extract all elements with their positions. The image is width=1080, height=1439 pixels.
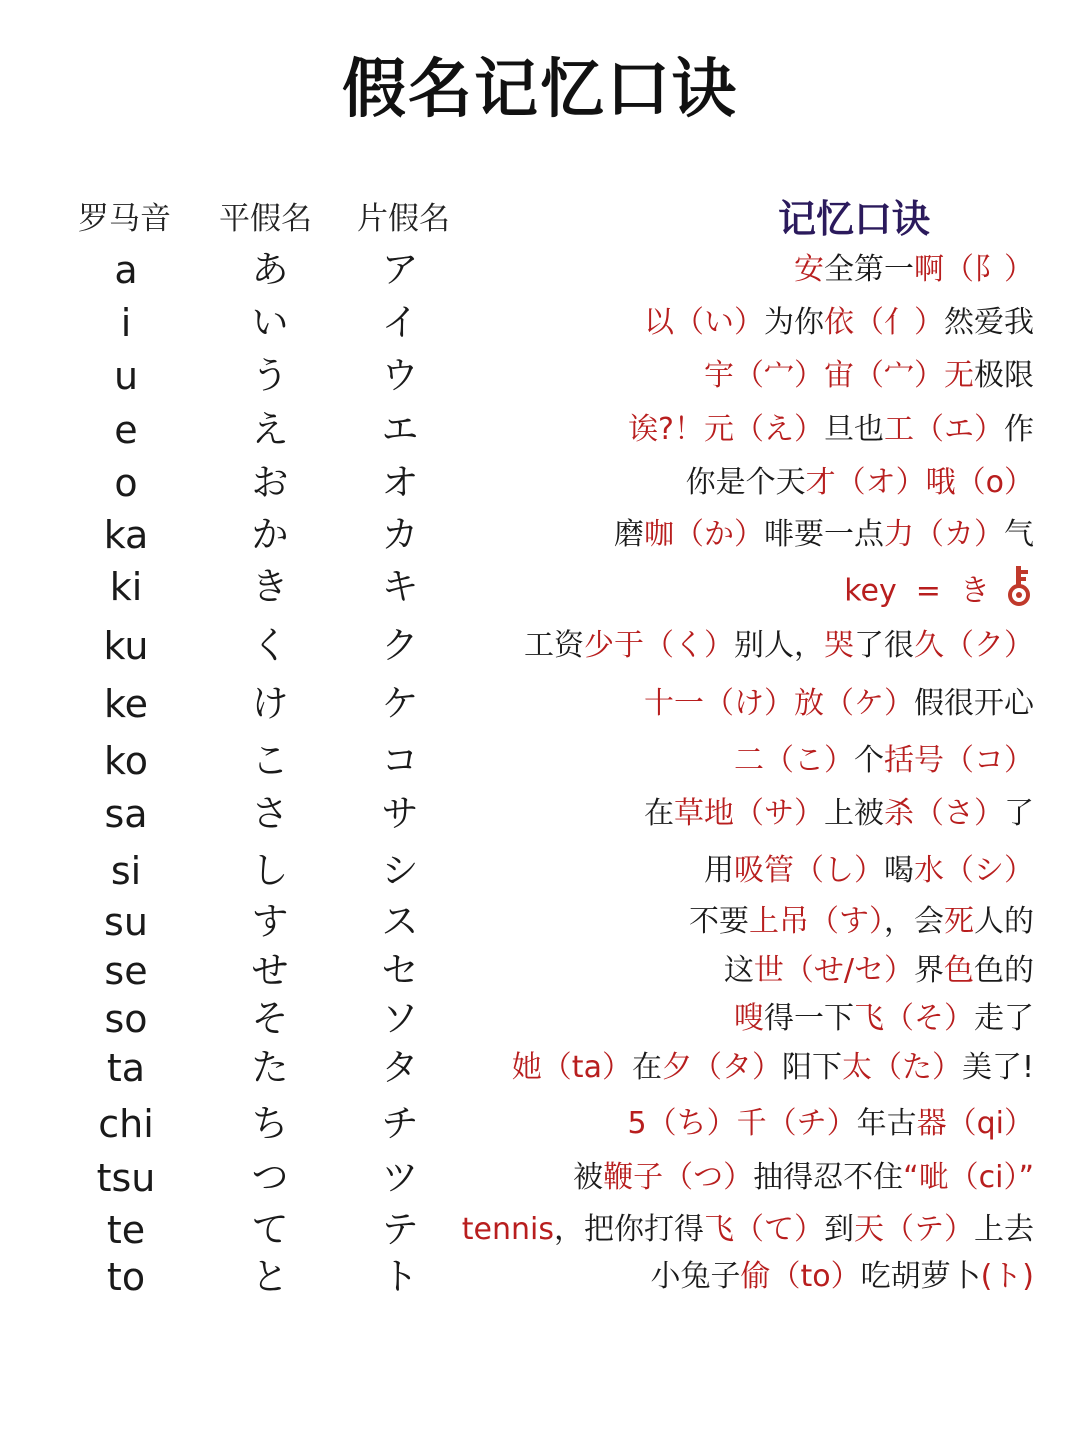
hiragana-cell: け <box>251 682 289 725</box>
table-row <box>0 298 1080 348</box>
mnemonic-text: 别人， <box>734 628 824 663</box>
katakana-cell: ク <box>381 624 419 667</box>
romaji-cell: si <box>110 849 142 893</box>
mnemonic-text: 走了 <box>974 1001 1034 1036</box>
mnemonic-highlight: 咖（か） <box>644 517 764 552</box>
romaji-cell: ta <box>106 1046 146 1090</box>
mnemonic-text: 阳下 <box>781 1050 842 1085</box>
mnemonic-cell <box>414 562 1034 622</box>
mnemonic-text: 个 <box>854 743 884 778</box>
table-row <box>0 679 1080 729</box>
mnemonic-text: 啡要一点 <box>764 517 884 552</box>
mnemonic-highlight: 少于（く） <box>584 628 734 663</box>
mnemonic-text: 全第一 <box>824 252 914 287</box>
page-title: 假名记忆口诀 <box>342 53 738 127</box>
mnemonic-cell <box>414 994 1034 1044</box>
mnemonic-text: 了很 <box>854 628 914 663</box>
mnemonic-highlight: 吸管（し） <box>734 853 884 888</box>
hiragana-cell: お <box>251 461 289 504</box>
mnemonic-cell <box>414 1043 1034 1093</box>
mnemonic-cell <box>414 458 1034 508</box>
mnemonic-cell <box>414 405 1034 455</box>
mnemonic-cell <box>414 1099 1034 1149</box>
mnemonic-highlight: 力（カ） <box>884 517 1004 552</box>
hiragana-cell: せ <box>251 949 289 992</box>
hiragana-cell: き <box>251 565 289 608</box>
mnemonic-highlight: 十一（け）放（ケ） <box>644 686 914 721</box>
mnemonic-highlight: 世（せ/セ） <box>753 953 914 988</box>
mnemonic-text: 工资 <box>524 628 584 663</box>
mnemonic-highlight: 她（ta） <box>511 1050 632 1085</box>
katakana-cell: オ <box>381 461 419 504</box>
mnemonic-highlight: 色 <box>944 953 974 988</box>
katakana-cell: サ <box>381 792 419 835</box>
mnemonic-text: 得一下 <box>764 1001 854 1036</box>
mnemonic-cell <box>414 510 1034 560</box>
romaji-cell: a <box>114 248 138 292</box>
mnemonic-text: 假很开心 <box>914 686 1034 721</box>
mnemonic-cell <box>414 946 1034 996</box>
hiragana-cell: し <box>251 849 289 892</box>
romaji-cell: ki <box>109 565 143 609</box>
mnemonic-highlight: 以（い） <box>644 305 764 340</box>
header-mnemonic: 记忆口诀 <box>778 197 931 241</box>
katakana-cell: ウ <box>381 354 419 397</box>
table-row <box>0 405 1080 455</box>
mnemonic-highlight: 飞（て） <box>704 1212 824 1247</box>
mnemonic-text: 你是个天 <box>685 465 806 500</box>
hiragana-cell: た <box>251 1046 289 1089</box>
mnemonic-highlight: 5（ち）千（チ） <box>627 1106 857 1141</box>
table-row <box>0 736 1080 786</box>
hiragana-cell: ち <box>251 1102 289 1145</box>
mnemonic-text: ，会 <box>884 904 944 939</box>
hiragana-cell: と <box>251 1255 289 1298</box>
table-row <box>0 1099 1080 1149</box>
hiragana-cell: そ <box>251 997 289 1040</box>
mnemonic-highlight: 水（シ） <box>914 853 1034 888</box>
mnemonic-text: 色的 <box>974 953 1034 988</box>
mnemonic-text: 作 <box>1004 412 1034 447</box>
katakana-cell: ス <box>381 900 419 943</box>
romaji-cell: to <box>106 1255 146 1299</box>
key-icon <box>1004 562 1034 622</box>
hiragana-cell: さ <box>251 792 289 835</box>
katakana-cell: ケ <box>381 682 419 725</box>
mnemonic-text: 不要 <box>689 904 749 939</box>
table-row <box>0 458 1080 508</box>
mnemonic-highlight: 括号（コ） <box>884 743 1034 778</box>
romaji-cell: ko <box>104 739 148 783</box>
romaji-cell: tsu <box>96 1156 156 1200</box>
table-row <box>0 351 1080 401</box>
mnemonic-text: 旦也 <box>824 412 884 447</box>
mnemonic-cell <box>414 897 1034 947</box>
table-row <box>0 1205 1080 1255</box>
mnemonic-highlight: tennis <box>461 1212 554 1247</box>
table-row <box>0 510 1080 560</box>
header-hiragana: 平假名 <box>219 201 312 237</box>
mnemonic-highlight: 哭 <box>824 628 854 663</box>
mnemonic-text: 人的 <box>974 904 1034 939</box>
katakana-cell: イ <box>381 301 419 344</box>
katakana-cell: セ <box>381 949 419 992</box>
hiragana-cell: つ <box>251 1156 289 1199</box>
mnemonic-text: 在 <box>644 796 674 831</box>
mnemonic-text: 喝 <box>884 853 914 888</box>
mnemonic-text: 吃胡萝卜 <box>860 1259 981 1294</box>
mnemonic-text: 磨 <box>614 517 644 552</box>
table-row <box>0 789 1080 839</box>
mnemonic-highlight: 啊（阝） <box>914 252 1034 287</box>
romaji-cell: chi <box>98 1102 154 1146</box>
katakana-cell: カ <box>381 513 419 556</box>
mnemonic-text: 抽得忍不住 <box>753 1160 904 1195</box>
table-row <box>0 621 1080 671</box>
mnemonic-text: 为你 <box>764 305 824 340</box>
mnemonic-text: 用 <box>704 853 734 888</box>
mnemonic-text: 小兔子 <box>650 1259 741 1294</box>
romaji-cell: su <box>104 900 148 944</box>
mnemonic-highlight: 上吊（す） <box>749 904 884 939</box>
table-row <box>0 846 1080 896</box>
mnemonic-cell <box>414 351 1034 401</box>
hiragana-cell: て <box>251 1208 289 1251</box>
mnemonic-cell <box>414 789 1034 839</box>
mnemonic-cell <box>414 245 1034 295</box>
mnemonic-highlight: 依（亻） <box>824 305 944 340</box>
katakana-cell: ソ <box>381 997 419 1040</box>
table-row <box>0 946 1080 996</box>
mnemonic-cell <box>414 298 1034 348</box>
mnemonic-highlight: 器（qi） <box>916 1106 1034 1141</box>
mnemonic-highlight: 安 <box>794 252 824 287</box>
mnemonic-highlight: 鞭子（つ） <box>603 1160 754 1195</box>
mnemonic-cell <box>414 1205 1034 1255</box>
katakana-cell: タ <box>381 1046 419 1089</box>
mnemonic-highlight: 太（た） <box>841 1050 962 1085</box>
mnemonic-highlight: 天（テ） <box>854 1212 974 1247</box>
mnemonic-text: 气 <box>1004 517 1034 552</box>
mnemonic-highlight: 杀（さ） <box>884 796 1004 831</box>
mnemonic-highlight: (ト) <box>980 1259 1034 1294</box>
mnemonic-highlight: 飞（そ） <box>854 1001 974 1036</box>
mnemonic-highlight: 夕（タ） <box>661 1050 782 1085</box>
romaji-cell: ku <box>103 624 149 668</box>
mnemonic-text: 这 <box>723 953 754 988</box>
mnemonic-cell <box>414 1252 1034 1302</box>
romaji-cell: te <box>106 1208 146 1252</box>
mnemonic-highlight: 草地（サ） <box>674 796 824 831</box>
mnemonic-highlight: 二（こ） <box>734 743 854 778</box>
katakana-cell: エ <box>381 408 419 451</box>
mnemonic-highlight: 宇（宀）宙（宀）无 <box>704 358 974 393</box>
mnemonic-highlight: 死 <box>944 904 974 939</box>
mnemonic-highlight: 嗖 <box>734 1001 764 1036</box>
hiragana-cell: う <box>251 354 289 397</box>
mnemonic-text: 极限 <box>974 358 1034 393</box>
hiragana-cell: い <box>251 301 289 344</box>
hiragana-cell: か <box>251 513 289 556</box>
table-row <box>0 562 1080 612</box>
katakana-cell: ト <box>381 1255 419 1298</box>
hiragana-cell: こ <box>251 739 289 782</box>
katakana-cell: キ <box>381 565 419 608</box>
mnemonic-text: 上去 <box>974 1212 1034 1247</box>
mnemonic-text: 美了! <box>961 1050 1034 1085</box>
mnemonic-text: 到 <box>824 1212 854 1247</box>
mnemonic-highlight: 久（ク） <box>914 628 1034 663</box>
hiragana-cell: す <box>251 900 289 943</box>
mnemonic-highlight: 工（エ） <box>884 412 1004 447</box>
table-row <box>0 1043 1080 1093</box>
mnemonic-highlight: 诶?！元（え） <box>628 412 824 447</box>
romaji-cell: i <box>120 301 132 345</box>
mnemonic-highlight: 偷（to） <box>740 1259 861 1294</box>
table-row <box>0 897 1080 947</box>
mnemonic-cell <box>414 679 1034 729</box>
mnemonic-text: 然爱我 <box>944 305 1034 340</box>
mnemonic-highlight: 才（オ）哦（o） <box>805 465 1034 500</box>
romaji-cell: ke <box>103 682 149 726</box>
romaji-cell: sa <box>104 792 148 836</box>
romaji-cell: so <box>104 997 148 1041</box>
romaji-cell: se <box>104 949 148 993</box>
mnemonic-text: 被 <box>573 1160 604 1195</box>
romaji-cell: o <box>114 461 138 505</box>
table-row <box>0 245 1080 295</box>
table-row <box>0 1252 1080 1302</box>
mnemonic-text: 年古 <box>856 1106 917 1141</box>
hiragana-cell: く <box>251 624 289 667</box>
hiragana-cell: え <box>251 408 289 451</box>
header-romaji: 罗马音 <box>78 201 171 237</box>
mnemonic-text: ，把你打得 <box>554 1212 704 1247</box>
romaji-cell: e <box>114 408 138 452</box>
katakana-cell: ツ <box>381 1156 419 1199</box>
katakana-cell: シ <box>381 849 419 892</box>
katakana-cell: ア <box>381 248 419 291</box>
mnemonic-text: 了 <box>1004 796 1034 831</box>
katakana-cell: コ <box>381 739 419 782</box>
mnemonic-cell <box>414 621 1034 671</box>
mnemonic-text: 上被 <box>824 796 884 831</box>
table-row <box>0 994 1080 1044</box>
katakana-cell: チ <box>381 1102 419 1145</box>
mnemonic-cell <box>414 1153 1034 1203</box>
mnemonic-text: 在 <box>631 1050 662 1085</box>
mnemonic-highlight: key = き <box>844 573 990 609</box>
header-katakana: 片假名 <box>357 201 450 237</box>
hiragana-cell: あ <box>251 248 289 291</box>
katakana-cell: テ <box>381 1208 419 1251</box>
table-row <box>0 1153 1080 1203</box>
mnemonic-cell <box>414 846 1034 896</box>
romaji-cell: u <box>113 354 139 398</box>
mnemonic-text: 界 <box>914 953 944 988</box>
mnemonic-highlight: “呲（ci）” <box>903 1160 1034 1195</box>
romaji-cell: ka <box>103 513 149 557</box>
mnemonic-cell <box>414 736 1034 786</box>
